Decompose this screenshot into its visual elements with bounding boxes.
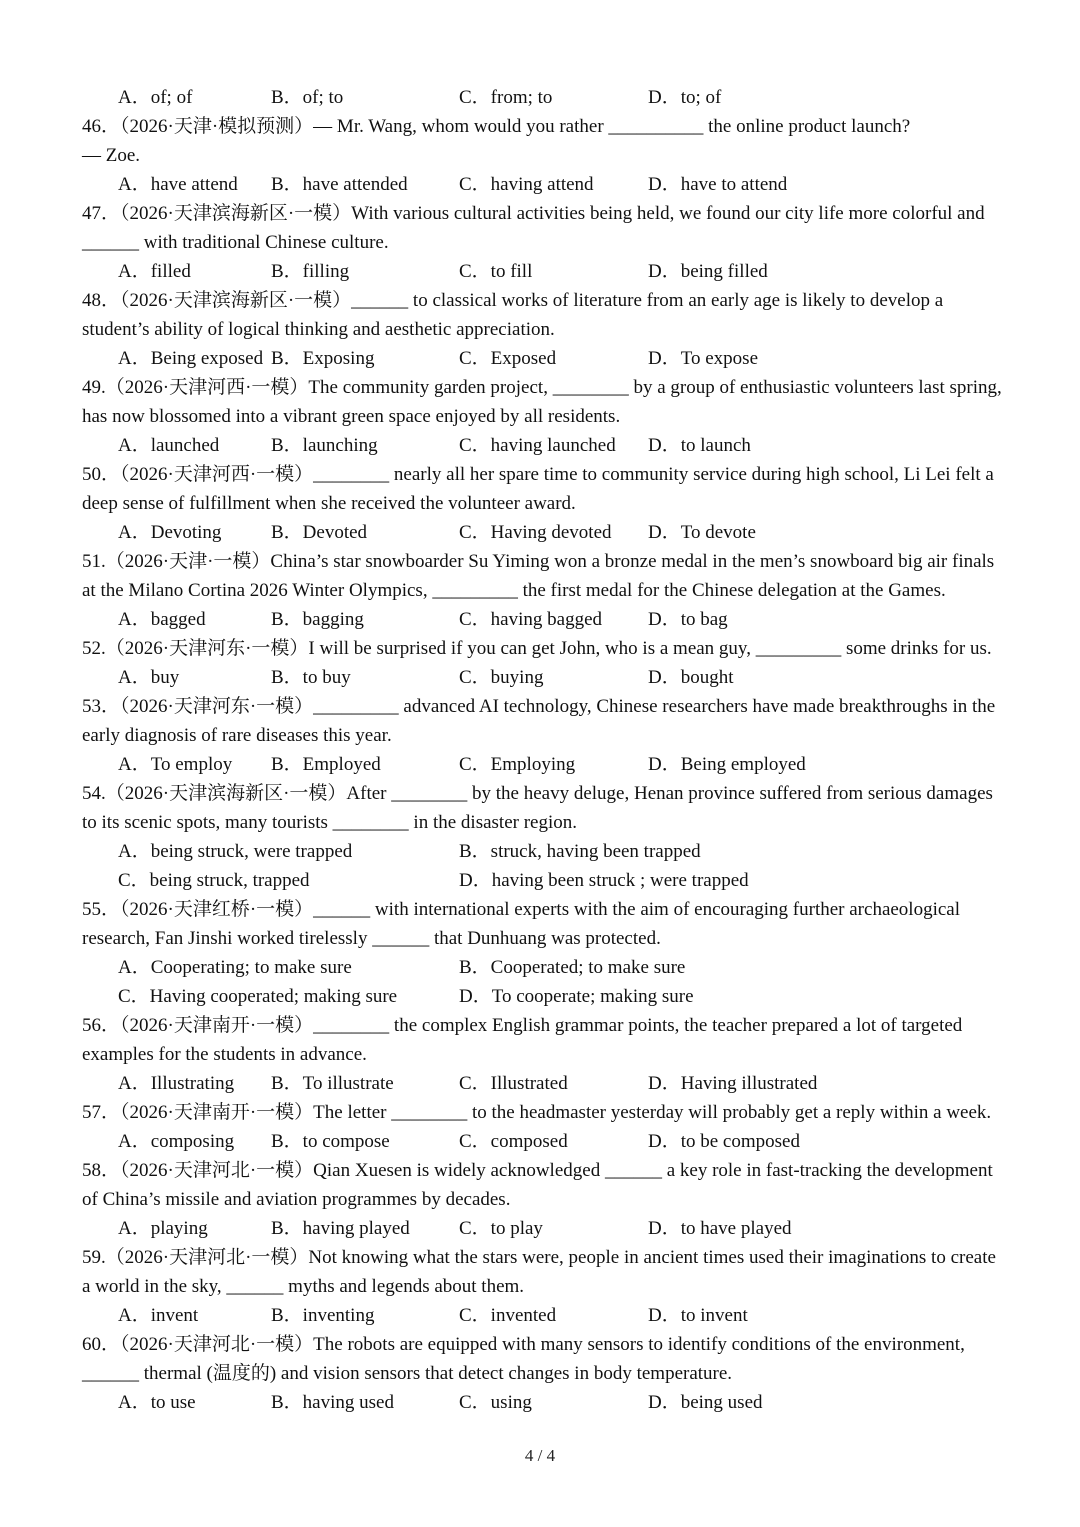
- option-b: B．of; to: [271, 87, 344, 108]
- option-d: D．having been struck ; were trapped: [459, 870, 749, 891]
- question-source: （2026·天津河西·一模）: [105, 377, 309, 398]
- question-text: deep sense of fulfillment when she received the volunteer award.: [82, 493, 576, 514]
- question-stem-line: [0, 1243, 1080, 1272]
- option-c: C．from; to: [459, 87, 553, 108]
- question-text: With various cultural activities being held, we found our city life more colorful and: [351, 203, 985, 224]
- option-a: A．launched: [118, 435, 220, 456]
- option-c: C．composed: [459, 1131, 568, 1152]
- question-stem-line: [0, 199, 1080, 228]
- question-number: 47．: [82, 203, 121, 224]
- question-51: [0, 547, 1080, 634]
- question-stem-line: [0, 1011, 1080, 1040]
- question-53: [0, 692, 1080, 779]
- question-stem-line: [0, 895, 1080, 924]
- question-number: 55．: [82, 899, 121, 920]
- option-c: C．using: [459, 1392, 532, 1413]
- question-number: 51.: [82, 551, 106, 572]
- option-a: A．bagged: [118, 609, 206, 630]
- option-b: B．Exposing: [271, 348, 375, 369]
- question-text: of China’s missile and aviation programmes by decades.: [82, 1189, 511, 1210]
- option-c: C．Having cooperated; making sure: [118, 986, 398, 1007]
- question-text: ________ nearly all her spare time to community service during high school, Li Lei felt a: [313, 464, 994, 485]
- question-number: 56．: [82, 1015, 121, 1036]
- question-50: [0, 460, 1080, 547]
- question-number: 50．: [82, 464, 121, 485]
- option-c: C．having attend: [459, 174, 594, 195]
- question-text: to its scenic spots, many tourists ________ in the disaster region.: [82, 812, 578, 833]
- question-stem-line: [0, 1359, 1080, 1388]
- option-d: D．to bag: [648, 609, 728, 630]
- question-number: 60．: [82, 1334, 121, 1355]
- option-b: B．to buy: [271, 667, 351, 688]
- option-d: D．being used: [648, 1392, 763, 1413]
- question-text: student’s ability of logical thinking and aesthetic appreciation.: [82, 319, 555, 340]
- option-b: B．filling: [271, 261, 350, 282]
- question-text: early diagnosis of rare diseases this year.: [82, 725, 392, 746]
- options-row-previous: [0, 83, 1080, 112]
- question-source: （2026·天津河北·一模）: [120, 1160, 314, 1181]
- option-b: B．Devoted: [271, 522, 368, 543]
- option-c: C．having launched: [459, 435, 616, 456]
- question-text: ______ thermal (温度的) and vision sensors that detect changes in body temperature.: [82, 1363, 733, 1384]
- question-58: [0, 1156, 1080, 1243]
- options-row: [0, 837, 1080, 866]
- question-source: （2026·天津河西·一模）: [120, 464, 314, 485]
- question-55: [0, 895, 1080, 1011]
- question-stem-line: [0, 141, 1080, 170]
- option-d: D．to invent: [648, 1305, 748, 1326]
- question-text: has now blossomed into a vibrant green space enjoyed by all residents.: [82, 406, 621, 427]
- question-text: ________ the complex English grammar points, the teacher prepared a lot of targeted: [313, 1015, 963, 1036]
- question-number: 46．: [82, 116, 121, 137]
- question-source: （2026·天津滨海新区·一模）: [105, 783, 347, 804]
- option-d: D．To cooperate; making sure: [459, 986, 694, 1007]
- option-a: A．being struck, were trapped: [118, 841, 353, 862]
- question-text: The community garden project, ________ by a group of enthusiastic volunteers last spring,: [308, 377, 1002, 398]
- option-a: A．of; of: [118, 87, 193, 108]
- question-source: （2026·天津红桥·一模）: [120, 899, 314, 920]
- option-a: A．Illustrating: [118, 1073, 235, 1094]
- question-stem-line: [0, 489, 1080, 518]
- question-source: （2026·天津河东·一模）: [120, 696, 314, 717]
- option-b: B．inventing: [271, 1305, 375, 1326]
- option-c: C．buying: [459, 667, 544, 688]
- question-list: [0, 83, 1080, 1417]
- options-row: [0, 431, 1080, 460]
- question-text: _________ advanced AI technology, Chinese researchers have made breakthroughs in the: [313, 696, 996, 717]
- option-c: C．invented: [459, 1305, 557, 1326]
- option-a: A．invent: [118, 1305, 199, 1326]
- option-b: B．have attended: [271, 174, 408, 195]
- question-number: 52.: [82, 638, 106, 659]
- option-b: B．Employed: [271, 754, 381, 775]
- option-d: D．To expose: [648, 348, 759, 369]
- question-stem-line: [0, 924, 1080, 953]
- option-b: B．to compose: [271, 1131, 390, 1152]
- question-source: （2026·天津河东·一模）: [105, 638, 309, 659]
- question-text: a world in the sky, ______ myths and legends about them.: [82, 1276, 525, 1297]
- option-b: B．bagging: [271, 609, 364, 630]
- question-text: Not knowing what the stars were, people in ancient times used their imaginations to create: [308, 1247, 996, 1268]
- question-source: （2026·天津·一模）: [105, 551, 271, 572]
- option-b: B．To illustrate: [271, 1073, 394, 1094]
- question-text: research, Fan Jinshi worked tirelessly ______ that Dunhuang was protected.: [82, 928, 661, 949]
- question-stem-line: [0, 228, 1080, 257]
- option-a: A．to use: [118, 1392, 196, 1413]
- option-a: A．Devoting: [118, 522, 222, 543]
- option-a: A．To employ: [118, 754, 233, 775]
- question-57: [0, 1098, 1080, 1156]
- question-source: （2026·天津滨海新区·一模）: [120, 290, 352, 311]
- option-b: B．struck, having been trapped: [459, 841, 701, 862]
- options-row: [0, 663, 1080, 692]
- options-row: [0, 750, 1080, 779]
- options-row: [0, 1388, 1080, 1417]
- question-stem-line: [0, 1272, 1080, 1301]
- option-d: D．Having illustrated: [648, 1073, 818, 1094]
- option-a: A．Being exposed: [118, 348, 264, 369]
- options-row: [0, 1301, 1080, 1330]
- option-d: D．to; of: [648, 87, 722, 108]
- options-row: [0, 1214, 1080, 1243]
- question-stem-line: [0, 1098, 1080, 1127]
- option-d: D．To devote: [648, 522, 756, 543]
- option-c: C．to fill: [459, 261, 533, 282]
- options-row: [0, 1127, 1080, 1156]
- question-stem-line: [0, 576, 1080, 605]
- option-c: C．to play: [459, 1218, 543, 1239]
- question-text: — Mr. Wang, whom would you rather __________ the online product launch?: [313, 116, 911, 137]
- question-source: （2026·天津南开·一模）: [120, 1015, 314, 1036]
- option-d: D．to have played: [648, 1218, 792, 1239]
- option-c: C．Illustrated: [459, 1073, 568, 1094]
- question-59: [0, 1243, 1080, 1330]
- option-a: A．buy: [118, 667, 180, 688]
- question-stem-line: [0, 692, 1080, 721]
- question-stem-line: [0, 1040, 1080, 1069]
- options-row: [0, 170, 1080, 199]
- question-52: [0, 634, 1080, 692]
- options-row: [0, 257, 1080, 286]
- question-47: [0, 199, 1080, 286]
- option-d: D．being filled: [648, 261, 768, 282]
- option-a: A．Cooperating; to make sure: [118, 957, 352, 978]
- option-d: D．have to attend: [648, 174, 788, 195]
- question-text: China’s star snowboarder Su Yiming won a bronze medal in the men’s snowboard big air finals: [270, 551, 995, 572]
- question-stem-line: [0, 634, 1080, 663]
- question-text: ______ to classical works of literature from an early age is likely to develop a: [351, 290, 944, 311]
- question-text: — Zoe.: [82, 145, 141, 166]
- question-stem-line: [0, 315, 1080, 344]
- question-source: （2026·天津河北·一模）: [120, 1334, 314, 1355]
- question-stem-line: [0, 402, 1080, 431]
- option-a: A．filled: [118, 261, 191, 282]
- options-row: [0, 953, 1080, 982]
- question-text: Qian Xuesen is widely acknowledged ______ a key role in fast-tracking the development: [313, 1160, 993, 1181]
- question-source: （2026·天津河北·一模）: [105, 1247, 309, 1268]
- option-c: C．Employing: [459, 754, 576, 775]
- question-stem-line: [0, 721, 1080, 750]
- option-d: D．to be composed: [648, 1131, 800, 1152]
- question-stem-line: [0, 1330, 1080, 1359]
- question-46: [0, 112, 1080, 199]
- question-56: [0, 1011, 1080, 1098]
- option-c: C．Exposed: [459, 348, 557, 369]
- options-row: [0, 982, 1080, 1011]
- option-a: A．playing: [118, 1218, 208, 1239]
- question-text: The robots are equipped with many sensors to identify conditions of the environment,: [313, 1334, 965, 1355]
- question-stem-line: [0, 460, 1080, 489]
- question-stem-line: [0, 286, 1080, 315]
- question-60: [0, 1330, 1080, 1417]
- option-d: D．Being employed: [648, 754, 806, 775]
- option-c: C．being struck, trapped: [118, 870, 310, 891]
- question-stem-line: [0, 547, 1080, 576]
- option-b: B．launching: [271, 435, 378, 456]
- option-b: B．having played: [271, 1218, 410, 1239]
- question-text: at the Milano Cortina 2026 Winter Olympics, _________ the first medal for the Chinese delegation at the Games.: [82, 580, 946, 601]
- option-c: C．Having devoted: [459, 522, 612, 543]
- option-d: D．bought: [648, 667, 734, 688]
- options-row: [0, 518, 1080, 547]
- question-text: I will be surprised if you can get John, who is a mean guy, _________ some drinks for us.: [308, 638, 992, 659]
- question-stem-line: [0, 112, 1080, 141]
- question-number: 59.: [82, 1247, 106, 1268]
- question-number: 54.: [82, 783, 106, 804]
- question-48: [0, 286, 1080, 373]
- question-text: The letter ________ to the headmaster yesterday will probably get a reply within a week.: [313, 1102, 992, 1123]
- question-text: ______ with international experts with the aim of encouraging further archaeological: [313, 899, 961, 920]
- options-row: [0, 344, 1080, 373]
- question-stem-line: [0, 1156, 1080, 1185]
- option-b: B．having used: [271, 1392, 394, 1413]
- question-text: After ________ by the heavy deluge, Henan province suffered from serious damages: [346, 783, 993, 804]
- question-number: 49.: [82, 377, 106, 398]
- question-stem-line: [0, 373, 1080, 402]
- options-row: [0, 1069, 1080, 1098]
- question-54: [0, 779, 1080, 895]
- option-d: D．to launch: [648, 435, 751, 456]
- option-b: B．Cooperated; to make sure: [459, 957, 686, 978]
- question-number: 48．: [82, 290, 121, 311]
- question-number: 58．: [82, 1160, 121, 1181]
- option-c: C．having bagged: [459, 609, 603, 630]
- question-number: 53．: [82, 696, 121, 717]
- question-number: 57．: [82, 1102, 121, 1123]
- option-a: A．composing: [118, 1131, 235, 1152]
- question-stem-line: [0, 779, 1080, 808]
- question-stem-line: [0, 808, 1080, 837]
- options-row: [0, 605, 1080, 634]
- question-source: （2026·天津南开·一模）: [120, 1102, 314, 1123]
- option-a: A．have attend: [118, 174, 238, 195]
- question-text: examples for the students in advance.: [82, 1044, 367, 1065]
- page-number: 4 / 4: [524, 1446, 556, 1465]
- options-row: [0, 866, 1080, 895]
- question-stem-line: [0, 1185, 1080, 1214]
- question-text: ______ with traditional Chinese culture.: [82, 232, 389, 253]
- question-49: [0, 373, 1080, 460]
- question-source: （2026·天津·模拟预测）: [120, 116, 314, 137]
- question-source: （2026·天津滨海新区·一模）: [120, 203, 352, 224]
